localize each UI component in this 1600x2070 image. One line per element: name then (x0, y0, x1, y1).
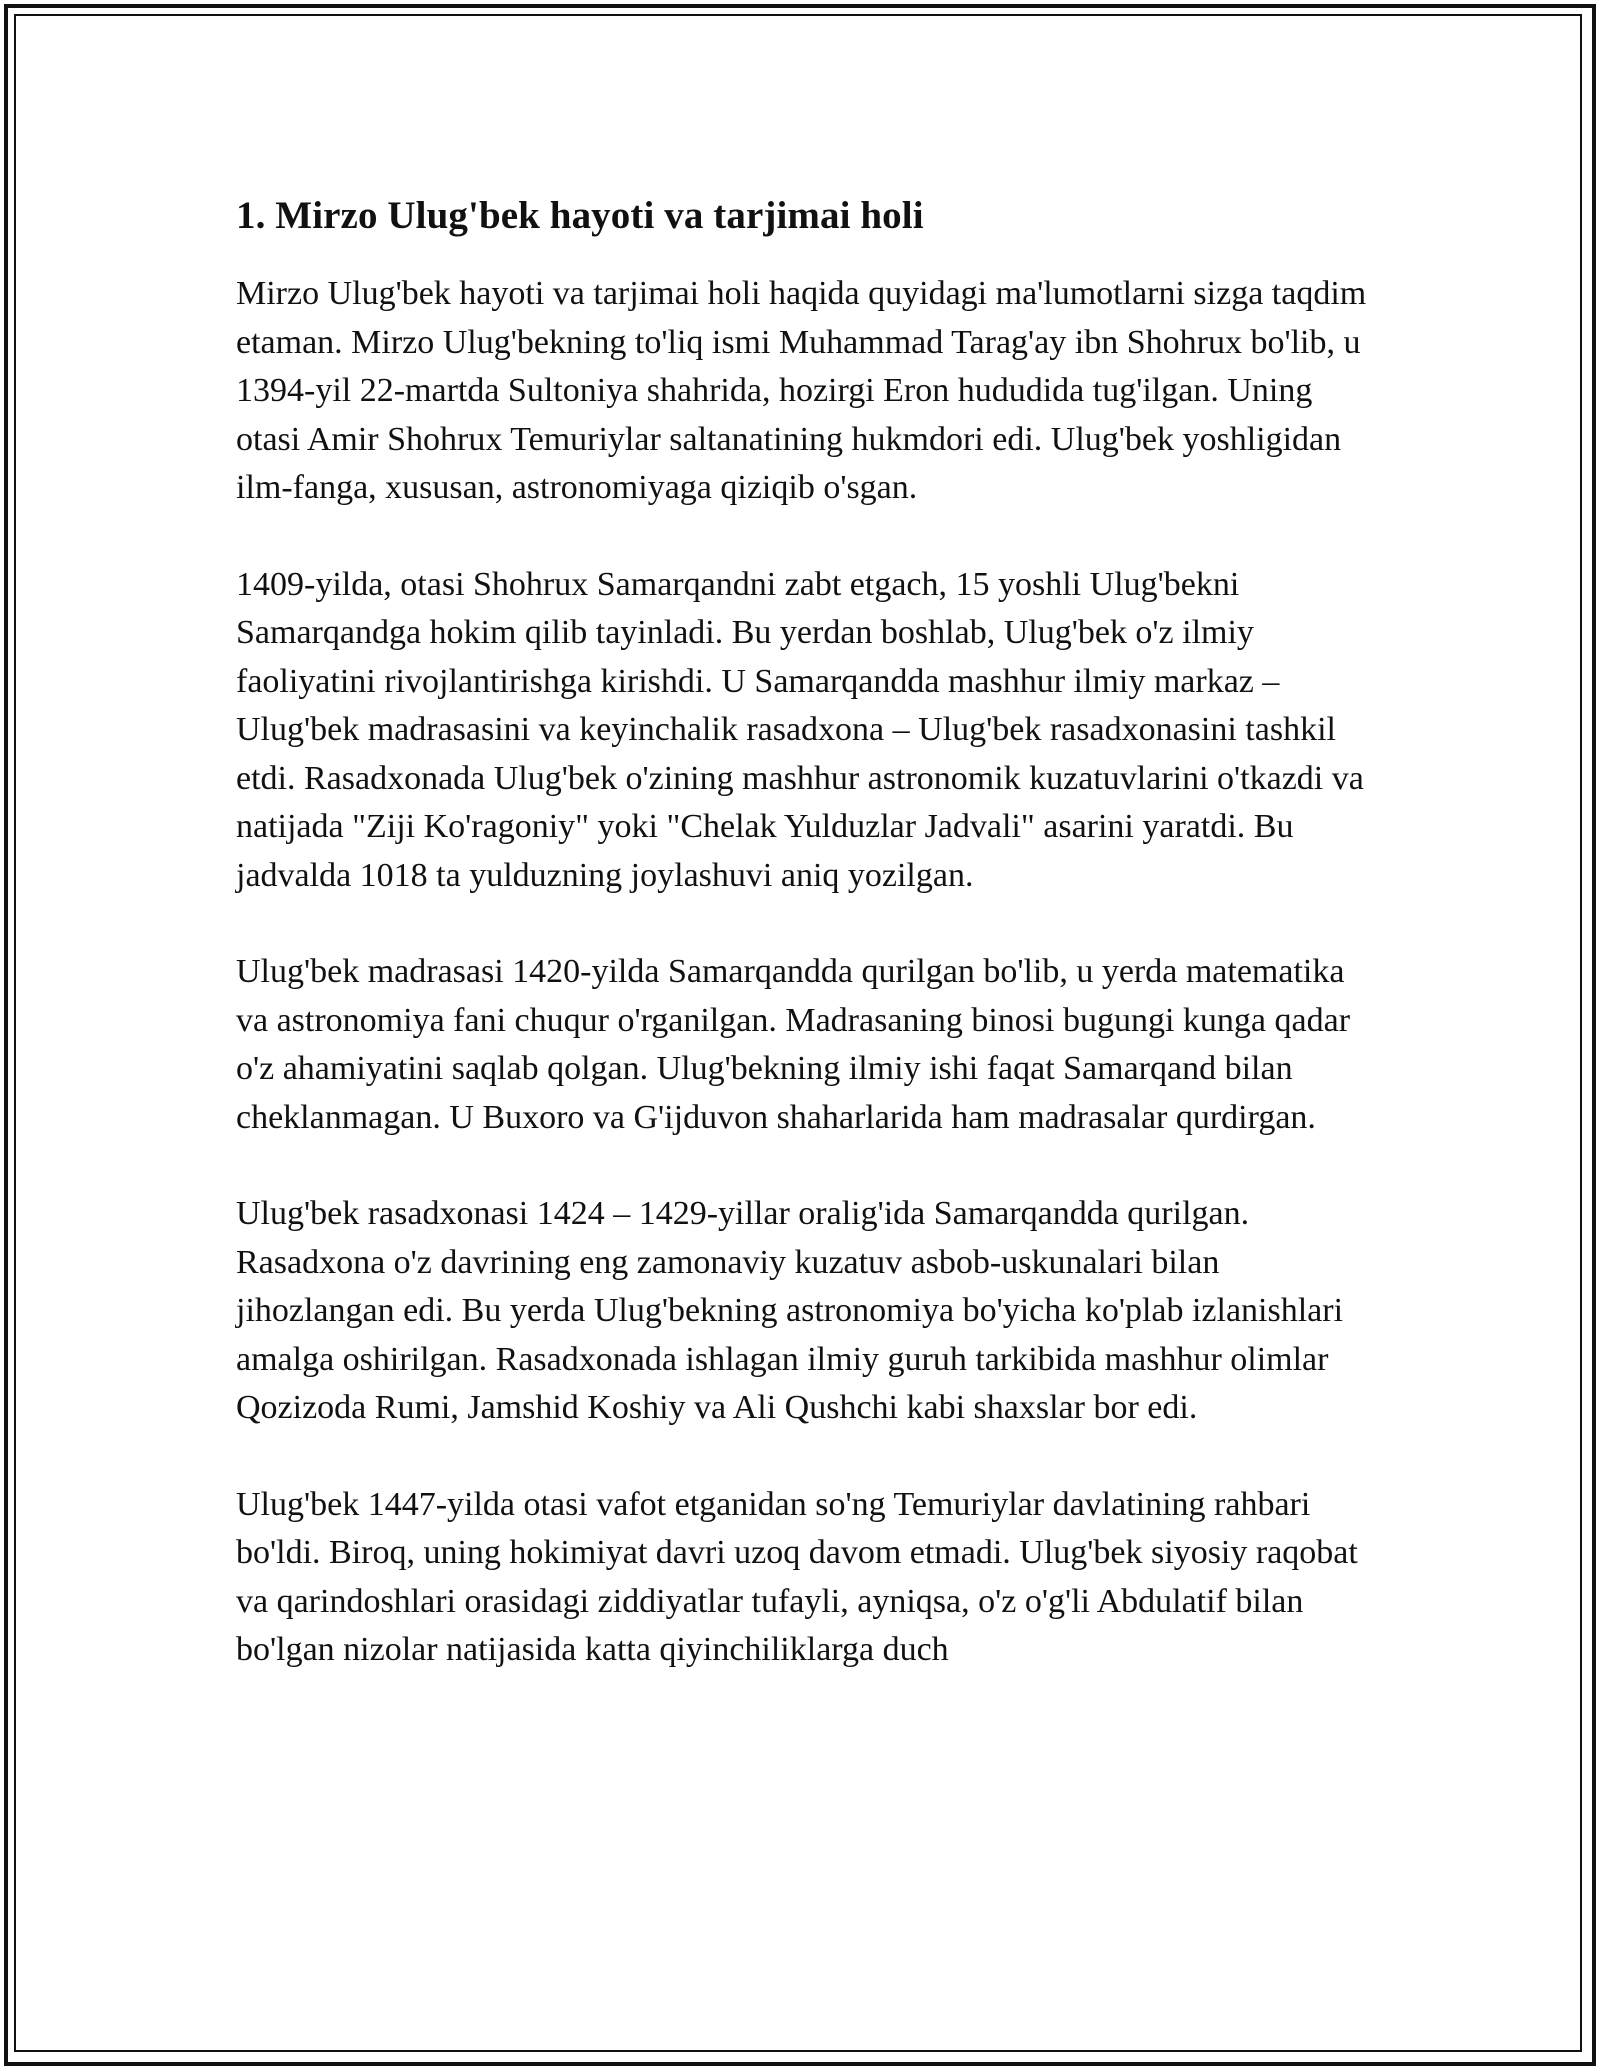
paragraph-observatory: Ulug'bek rasadxonasi 1424 – 1429-yillar oralig'ida Samarqandda qurilgan. Rasadxona o'z davrining eng zamonaviy kuzatuv asbob-uskunalari bilan jihozlangan edi. Bu yerda Ulug'bekning astronomiya bo'yicha ko'plab izlanishlari amalga oshirilgan. Rasadxonada ishlagan ilmiy guruh tarkibida mashhur olimlar Qozizoda Rumi, Jamshid Koshiy va Ali Qushchi kabi shaxslar bor edi. (236, 1195, 1344, 1426)
paragraph-madrasa: Ulug'bek madrasasi 1420-yilda Samarqandda qurilgan bo'lib, u yerda matematika va astronomiya fani chuqur o'rganilgan. Madrasaning binosi bugungi kunga qadar o'z ahamiyatini saqlab qolgan. Ulug'bekning ilmiy ishi faqat Samarqand bilan cheklanmagan. U Buxoro va G'ijduvon shaharlarida ham madrasalar qurdirgan. (236, 953, 1351, 1136)
section-heading: 1. Mirzo Ulug'bek hayoti va tarjimai holi (236, 194, 924, 237)
document-body (236, 188, 1376, 1723)
paragraph-reign: Ulug'bek 1447-yilda otasi vafot etganidan so'ng Temuriylar davlatining rahbari bo'ldi. Biroq, uning hokimiyat davri uzoq davom etmadi. Ulug'bek siyosiy raqobat va qarindoshlari orasidagi ziddiyatlar tufayli, ayniqsa, o'z o'g'li Abdulatif bilan bo'lgan nizolar natijasida katta qiyinchiliklarga duch (236, 1485, 1358, 1668)
paragraph-samarkand-governor: 1409-yilda, otasi Shohrux Samarqandni zabt etgach, 15 yoshli Ulug'bekni Samarqandga hokim qilib tayinladi. Bu yerdan boshlab, Ulug'bek o'z ilmiy faoliyatini rivojlantirishga kirishdi. U Samarqandda mashhur ilmiy markaz – Ulug'bek madrasasini va keyinchalik rasadxona – Ulug'bek rasadxonasini tashkil etdi. Rasadxonada Ulug'bek o'zining mashhur astronomik kuzatuvlarini o'tkazdi va natijada "Ziji Ko'ragoniy" yoki "Chelak Yulduzlar Jadvali" asarini yaratdi. Bu jadvalda 1018 ta yulduzning joylashuvi aniq yozilgan. (236, 565, 1364, 894)
paragraph-birth: Mirzo Ulug'bek hayoti va tarjimai holi haqida quyidagi ma'lumotlarni sizga taqdim etaman. Mirzo Ulug'bekning to'liq ismi Muhammad Tarag'ay ibn Shohrux bo'lib, u 1394-yil 22-martda Sultoniya shahrida, hozirgi Eron hududida tug'ilgan. Uning otasi Amir Shohrux Temuriylar saltanatining hukmdori edi. Ulug'bek yoshligidan ilm-fanga, xususan, astronomiyaga qiziqib o'sgan. (236, 275, 1367, 506)
